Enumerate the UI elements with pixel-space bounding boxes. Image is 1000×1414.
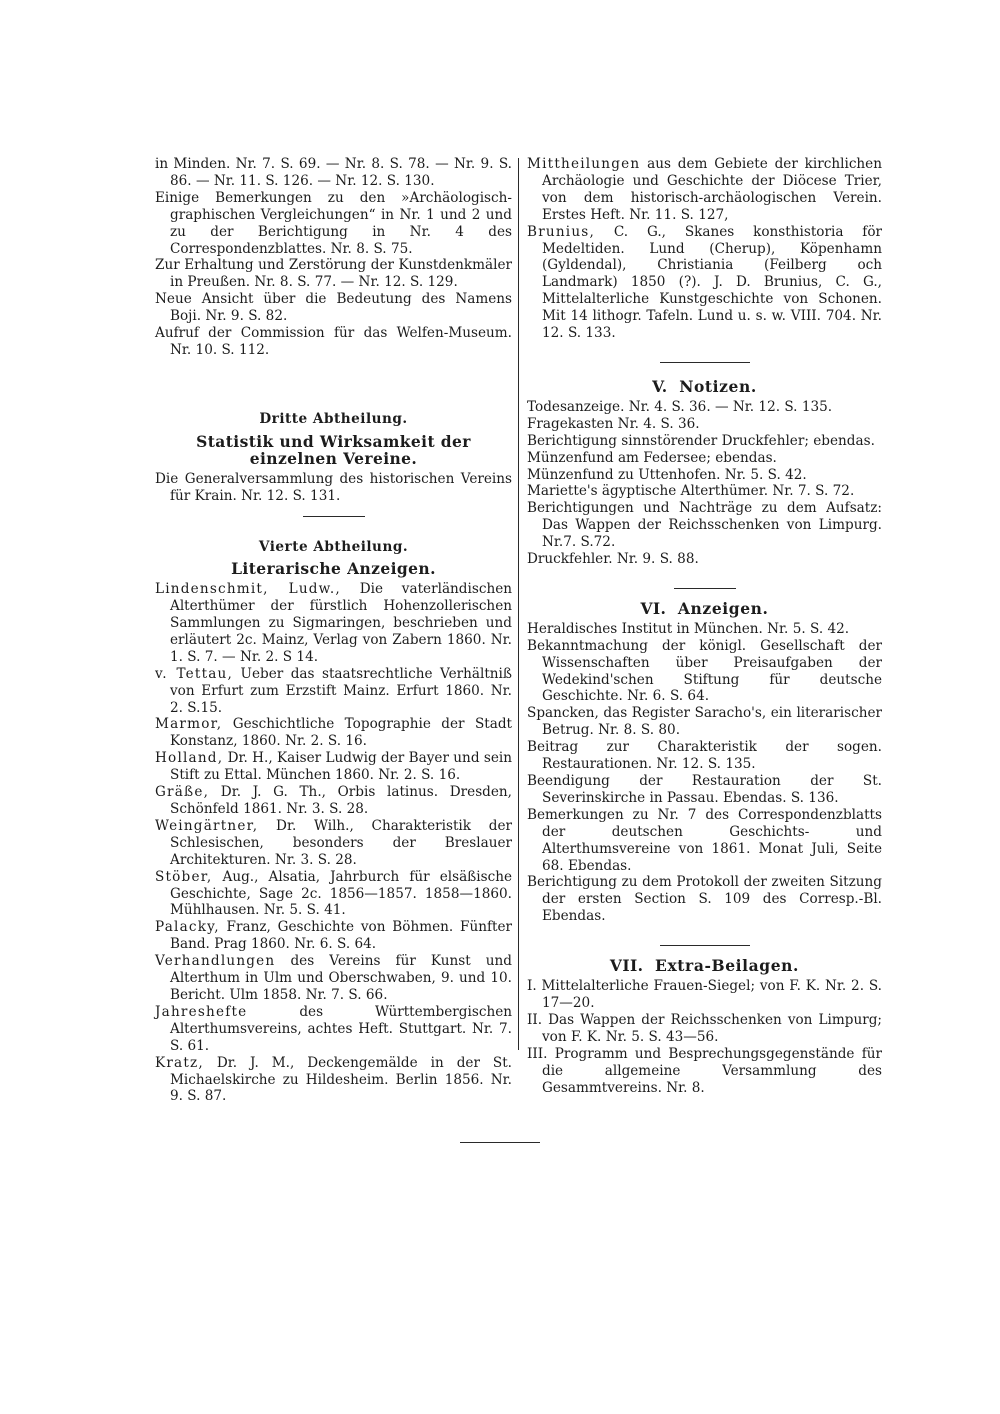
entry-text: des Württembergischen Alterthumsvereins, achtes Heft. Stuttgart. Nr. 7. S. 61. [170,1003,512,1054]
index-entry: Spancken, das Register Saracho's, ein literarischer Betrug. Nr. 8. S. 80. [527,705,882,739]
index-entry: Druckfehler. Nr. 9. S. 88. [527,551,699,568]
index-entry: Berichtigung sinnstörender Druckfehler; ebendas. [527,432,875,449]
index-entry: in Minden. Nr. 7. S. 69. — Nr. 8. S. 78. — Nr. 9. S. 86. — Nr. 11. S. 126. — Nr. 12. S. 130. [155,156,512,189]
literature-entry [155,716,512,750]
literature-entry [155,666,512,717]
section-number: VII. [609,956,644,976]
index-entry: Die Generalversammlung des historischen Vereins für Krain. Nr. 12. S. 131. [155,470,512,504]
entry-author: Gräße, [155,784,210,801]
right-column [527,156,882,1096]
index-entry: Aufruf der Commission für das Welfen-Museum. Nr. 10. S. 112. [155,325,512,358]
index-entry: I. Mittelalterliche Frauen-Siegel; von F. K. Nr. 2. S. 17—20. [527,978,882,1011]
index-entry: Mariette's ägyptische Alterthümer. Nr. 7. S. 72. [527,483,855,500]
entry-text: Ueber das staatsrechtliche Verhältniß von Erfurt zum Erzstift Mainz. Erfurt 1860. Nr. 2. S.15. [170,665,512,716]
literature-entry [155,1055,512,1106]
entry-author: Brunius, [527,223,595,240]
literature-entry [155,750,512,784]
section-title: Extra-Beilagen. [655,956,800,976]
literature-entry [155,869,512,920]
entry-text: Dr. J. G. Th., Orbis latinus. Dresden, Schönfeld 1861. Nr. 3. S. 28. [170,784,512,817]
entry-text: Geschichtliche Topographie der Stadt Konstanz, 1860. Nr. 2. S. 16. [170,716,512,750]
index-entry: II. Das Wappen der Reichsschenken von Limpurg; von F. K. Nr. 5. S. 43—56. [527,1011,882,1045]
section-heading-vi [527,598,882,618]
entry-text: Dr. H., Kaiser Ludwig der Bayer und sein Stift zu Ettal. München 1860. Nr. 2. S. 16. [170,750,512,784]
index-entry: Münzenfund am Federsee; ebendas. [527,449,777,466]
literature-entry [155,1004,512,1055]
entry-author: Kratz, [155,1054,204,1071]
entry-author: Stöber, [155,868,213,885]
literature-entry [527,224,882,342]
index-entry: Fragekasten Nr. 4. S. 36. [527,415,700,432]
literature-entry [155,581,512,666]
section-heading-v [527,376,882,396]
left-column [155,156,512,1105]
entry-author: Lindenschmit, Ludw., [155,581,341,598]
index-entry: Bemerkungen zu Nr. 7 des Correspondenzblatts der deutschen Geschichts- und Alterthumsvereine von 1861. Monat Juli, Seite 68. Ebendas. [527,806,882,874]
index-entry: Münzenfund zu Uttenhofen. Nr. 5. S. 42. [527,466,807,483]
section-heading-vii [527,958,882,975]
section-number: VI. [640,598,667,618]
index-entry: Neue Ansicht über die Bedeutung des Namens Boji. Nr. 9. S. 82. [155,291,512,325]
entry-author: Jahreshefte [155,1003,248,1020]
entry-author: Palacky, [155,919,220,936]
page-end-rule [460,1142,540,1143]
column-divider [518,158,519,1050]
index-entry: Todesanzeige. Nr. 4. S. 36. — Nr. 12. S. 135. [527,398,833,415]
index-entry: Berichtigung zu dem Protokoll der zweiten Sitzung der ersten Section S. 109 des Corresp.-Bl. Ebendas. [527,874,882,925]
entry-author: Holland, [155,750,224,767]
index-entry: Zur Erhaltung und Zerstörung der Kunstdenkmäler in Preußen. Nr. 8. S. 77. — Nr. 12. S. 129. [155,257,512,291]
entry-text: Franz, Geschichte von Böhmen. Fünfter Band. Prag 1860. Nr. 6. S. 64. [170,919,512,953]
literature-entry [155,953,512,1004]
entry-author: Mittheilungen [527,156,641,172]
index-entry: Einige Bemerkungen zu den »Archäologisch-graphischen Vergleichungen“ in Nr. 1 und 2 und zu der Berichtigung in Nr. 4 des Correspondenzblattes. Nr. 8. S. 75. [155,189,512,257]
entry-author: Verhandlungen [155,953,276,970]
index-entry: Beitrag zur Charakteristik der sogen. Restaurationen. Nr. 12. S. 135. [527,739,882,773]
literature-entry [155,919,512,953]
literature-entry [155,818,512,869]
literature-entry [155,784,512,818]
section-number: V. [652,376,668,396]
index-entry: Beendigung der Restauration der St. Severinskirche in Passau. Ebendas. S. 136. [527,773,882,806]
index-entry: Heraldisches Institut in München. Nr. 5. S. 42. [527,620,850,637]
entry-text: aus dem Gebiete der kirchlichen Archäologie und Geschichte der Diöcese Trier, von dem historisch-archäologischen Verein. Erstes Heft. Nr. 11. S. 127, [542,156,882,223]
section-title: Notizen. [679,376,757,396]
entry-text: Die vaterländischen Alterthümer der fürstlich Hohenzollerischen Sammlungen zu Sigmaringen, beschrieben und erläutert 2c. Mainz, Verlag von Zabern 1860. Nr. 1. S. 7. — Nr. 2. S 14. [170,581,512,665]
index-entry: III. Programm und Besprechungsgegenstände für die allgemeine Versammlung des Gesammtvereins. Nr. 8. [527,1045,882,1096]
section-title: Anzeigen. [677,598,769,618]
section-subheading-statistik: Statistik und Wirksamkeit der einzelnen Vereine. [196,431,471,468]
entry-author: v. Tettau, [155,665,234,682]
entry-text: Dr. Wilh., Charakteristik der Schlesischen, besonders der Breslauer Architekturen. Nr. 3. S. 28. [170,817,512,868]
entry-author: Weingärtner, [155,817,259,834]
entry-text: C. G., Skanes konsthistoria för Medeltiden. Lund (Cherup), Köpenhamn (Gyldendal), Christiania (Feilberg och Landmark) 1850 (?). J. D. Brunius, C. G., Mittelalterliche Kunstgeschichte von Schonen. Mit 14 lithogr. Tafeln. Lund u. s. w. VIII. 704. Nr. 12. S. 133. [542,223,882,342]
entry-text: Aug., Alsatia, Jahrburch für elsäßische Geschichte, Sage 2c. 1856—1857. 1858—1860. Mühlhausen. Nr. 5. S. 41. [170,868,512,919]
literature-entry [527,156,882,224]
section-heading-dritte: Dritte Abtheilung. [259,410,408,427]
entry-text: des Vereins für Kunst und Alterthum in Ulm und Oberschwaben, 9. und 10. Bericht. Ulm 1858. Nr. 7. S. 66. [170,953,512,1003]
entry-author: Marmor, [155,716,223,733]
section-heading-vierte: Vierte Abtheilung. [258,539,409,556]
section-subheading-literarische: Literarische Anzeigen. [231,559,436,579]
index-entry: Bekanntmachung der königl. Gesellschaft der Wissenschaften über Preisaufgaben der Wedekind'schen Stiftung für deutsche Geschichte. Nr. 6. S. 64. [527,637,882,705]
index-entry: Berichtigungen und Nachträge zu dem Aufsatz: Das Wappen der Reichsschenken von Limpurg. Nr.7. S.72. [527,500,882,551]
entry-text: Dr. J. M., Deckengemälde in der St. Michaelskirche zu Hildesheim. Berlin 1856. Nr. 9. S. 87. [170,1054,512,1105]
